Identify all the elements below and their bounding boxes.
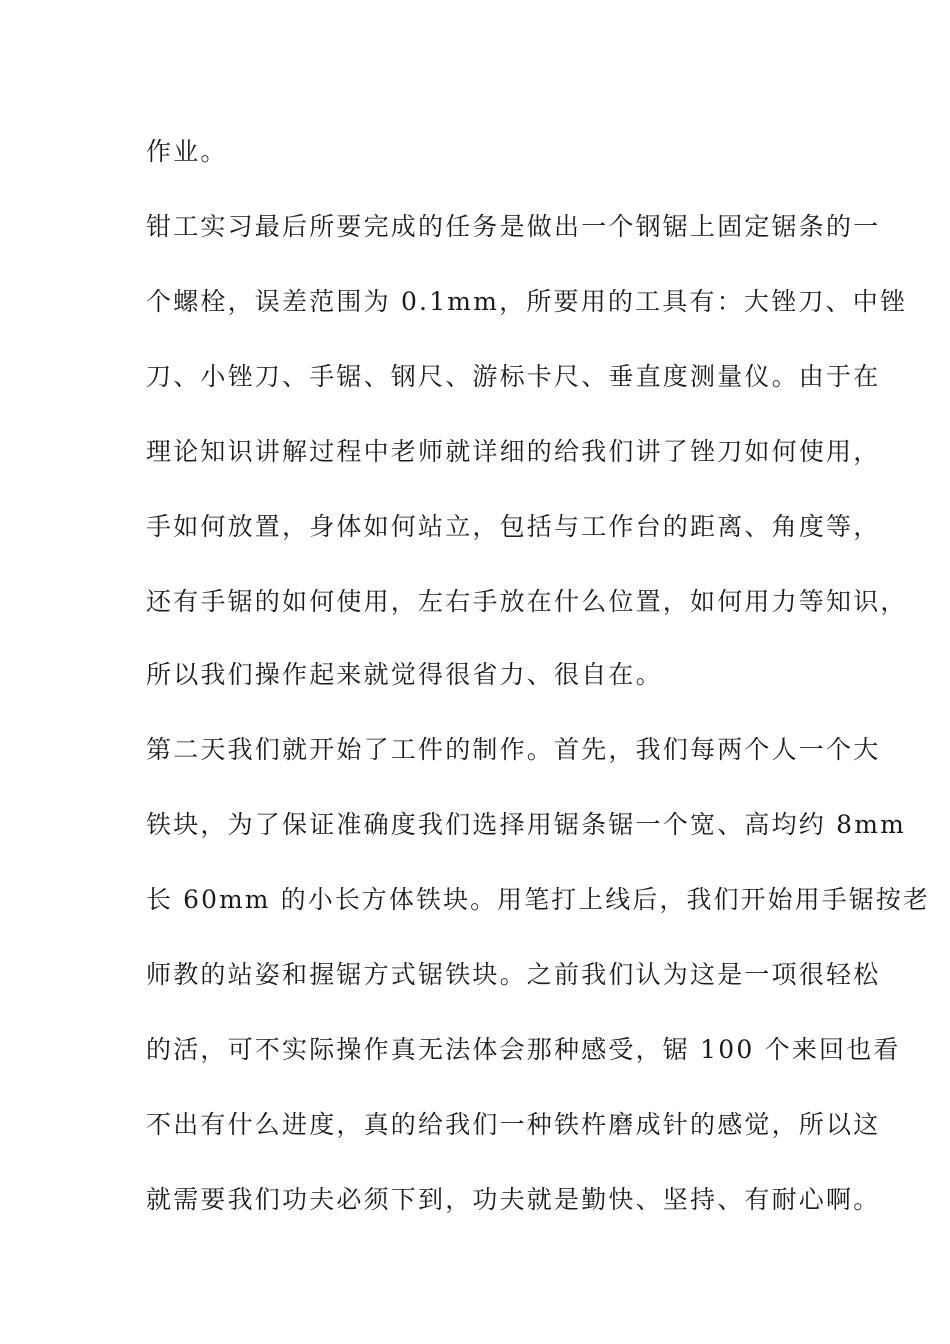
text-line: 师教的站姿和握锯方式锯铁块。之前我们认为这是一项很轻松 xyxy=(146,960,881,989)
text-line: 不出有什么进度，真的给我们一种铁杵磨成针的感觉，所以这 xyxy=(146,1110,881,1139)
text-line: 个螺栓，误差范围为 0.1mm，所要用的工具有：大锉刀、中锉 xyxy=(146,287,908,316)
text-line: 手如何放置，身体如何站立，包括与工作台的距离、角度等， xyxy=(146,512,881,541)
text-line: 刀、小锉刀、手锯、钢尺、游标卡尺、垂直度测量仪。由于在 xyxy=(146,362,881,391)
text-line: 钳工实习最后所要完成的任务是做出一个钢锯上固定锯条的一 xyxy=(146,212,881,241)
text-line: 铁块，为了保证准确度我们选择用锯条锯一个宽、高均约 8mm xyxy=(146,810,907,839)
text-line: 作业。 xyxy=(146,137,228,166)
text-line: 就需要我们功夫必须下到，功夫就是勤快、坚持、有耐心啊。 xyxy=(146,1185,881,1214)
text-line: 的活，可不实际操作真无法体会那种感受，锯 100 个来回也看 xyxy=(146,1035,901,1064)
text-line: 还有手锯的如何使用，左右手放在什么位置，如何用力等知识， xyxy=(146,587,908,616)
text-line: 理论知识讲解过程中老师就详细的给我们讲了锉刀如何使用， xyxy=(146,437,881,466)
text-line: 所以我们操作起来就觉得很省力、很自在。 xyxy=(146,660,663,689)
text-line: 第二天我们就开始了工件的制作。首先，我们每两个人一个大 xyxy=(146,735,881,764)
text-line: 长 60mm 的小长方体铁块。用笔打上线后，我们开始用手锯按老 xyxy=(146,885,930,914)
